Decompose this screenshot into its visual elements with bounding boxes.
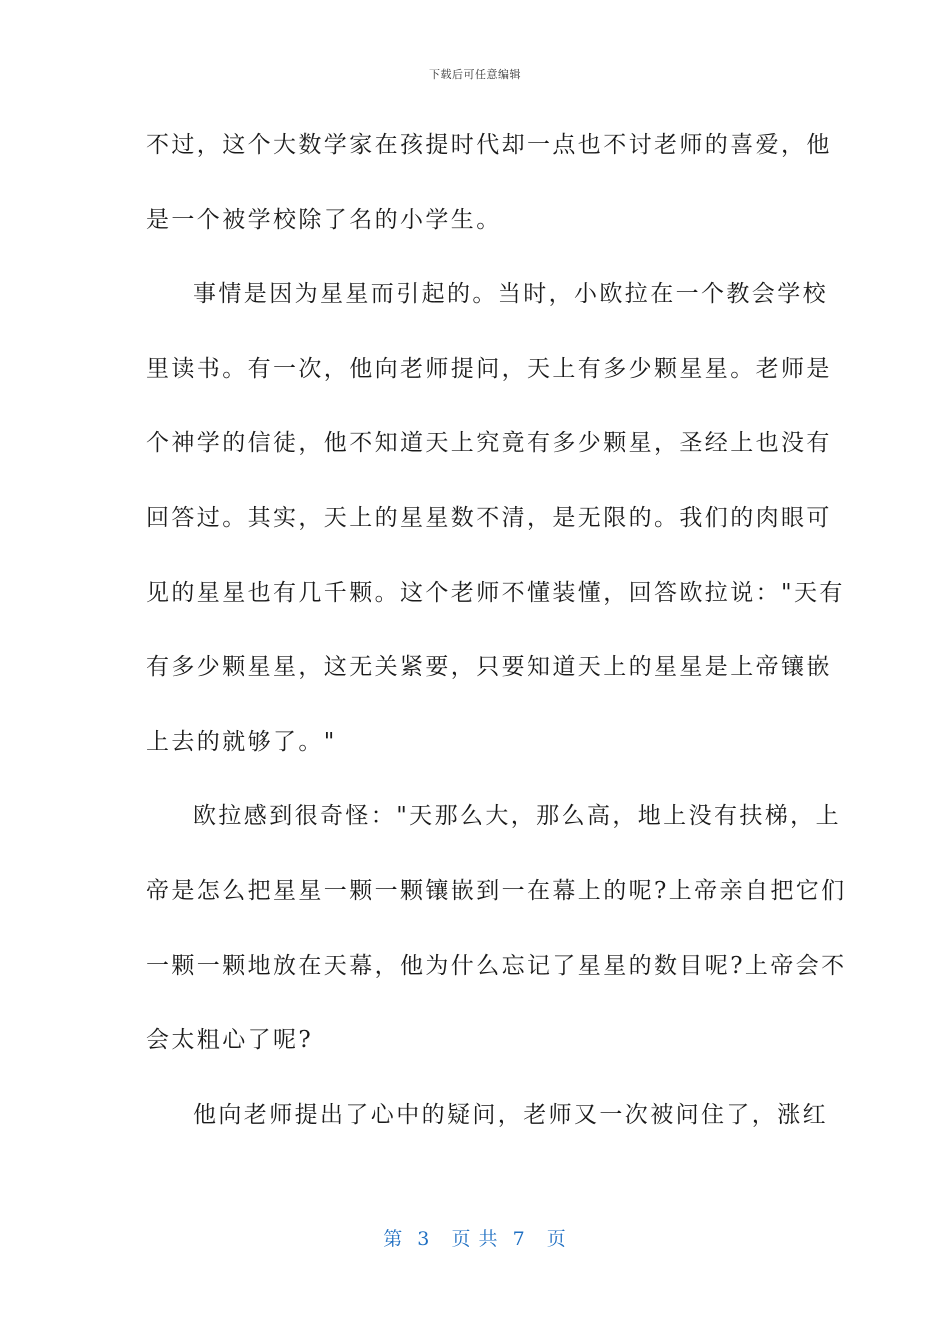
text-line: 会太粗心了呢? [146, 1027, 314, 1054]
text-line: 见的星星也有几千颗。这个老师不懂装懂，回答欧拉说："天有 [146, 579, 845, 606]
text-line: 上去的就够了。" [146, 728, 337, 755]
paragraph-start-line: 欧拉感到很奇怪："天那么大，那么高，地上没有扶梯，上 [193, 803, 841, 830]
text-line: 个神学的信徒，他不知道天上究竟有多少颗星，圣经上也没有 [146, 430, 832, 457]
paragraph-start-line: 事情是因为星星而引起的。当时，小欧拉在一个教会学校 [193, 281, 828, 308]
text-line: 不过，这个大数学家在孩提时代却一点也不讨老师的喜爱，他 [146, 132, 832, 158]
text-line: 有多少颗星星，这无关紧要，只要知道天上的星星是上帝镶嵌 [146, 654, 832, 681]
text-line: 帝是怎么把星星一颗一颗镶嵌到一在幕上的呢?上帝亲自把它们 [146, 877, 847, 904]
document-body [146, 120, 847, 1164]
page-number-footer: 第 3 页 共 7 页 [383, 1228, 567, 1250]
paragraph-start-line: 他向老师提出了心中的疑问，老师又一次被问住了，涨红 [193, 1101, 828, 1128]
text-line: 是一个被学校除了名的小学生。 [146, 206, 502, 233]
page-header: 下载后可任意编辑 [429, 68, 521, 81]
text-line: 里读书。有一次，他向老师提问，天上有多少颗星星。老师是 [146, 355, 832, 382]
text-line: 一颗一颗地放在天幕，他为什么忘记了星星的数目呢?上帝会不 [146, 952, 847, 979]
text-line: 回答过。其实，天上的星星数不清，是无限的。我们的肉眼可 [146, 504, 832, 531]
